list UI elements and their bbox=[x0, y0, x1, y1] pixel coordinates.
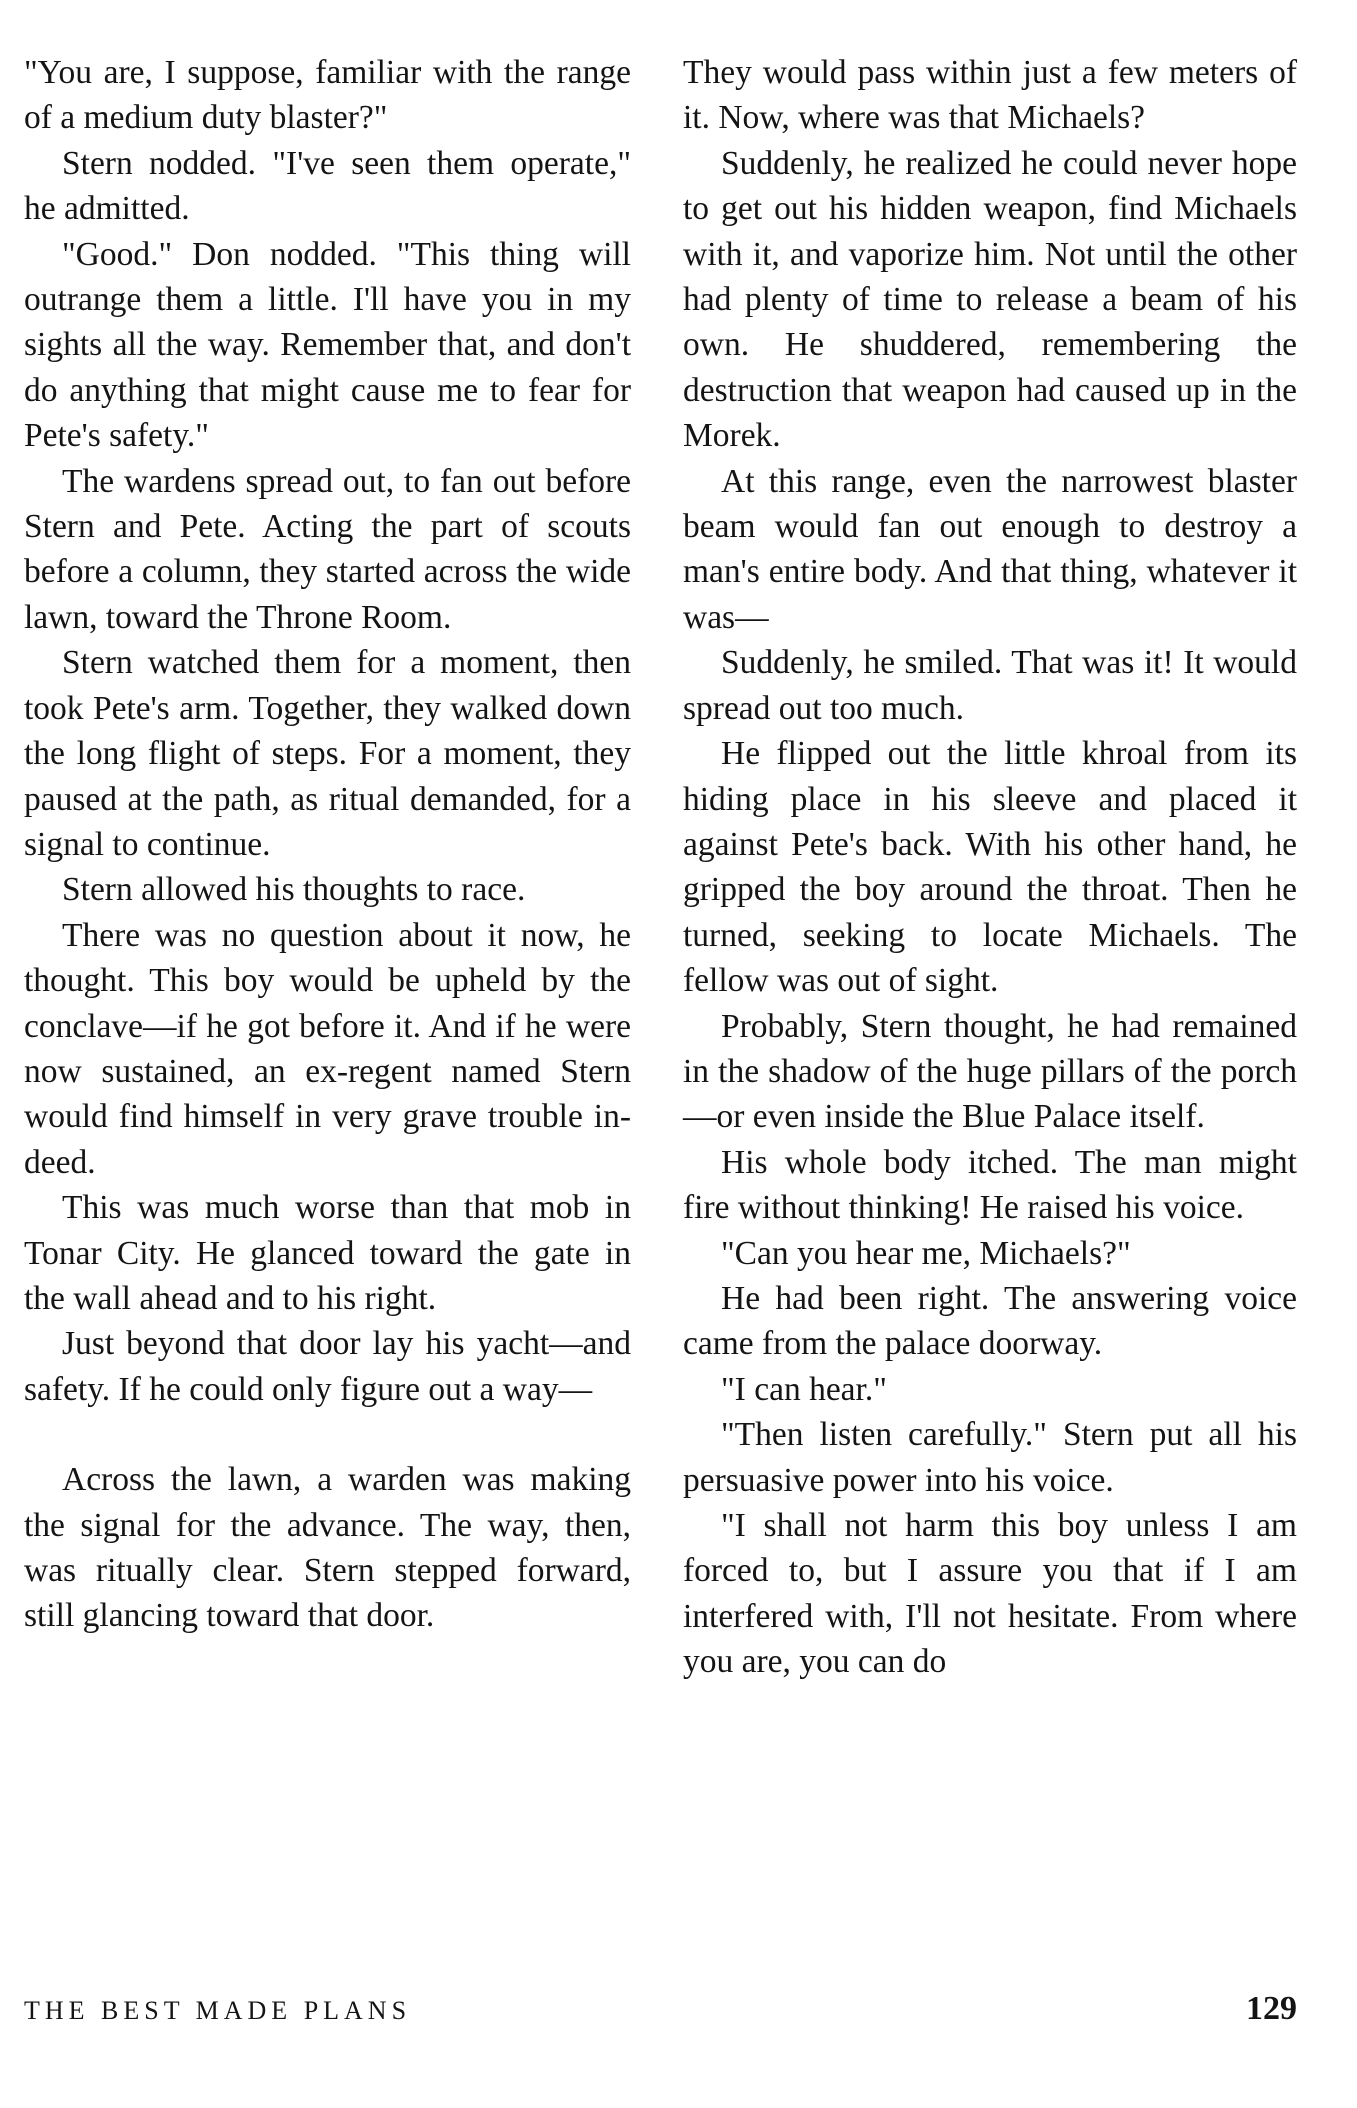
running-title: THE BEST MADE PLANS bbox=[24, 1996, 412, 2025]
paragraph: The wardens spread out, to fan out before Stern and Pete. Acting the part of scouts before a column, they started across the wide lawn, toward the Throne Room. bbox=[24, 462, 631, 636]
paragraph: "Good." Don nodded. "This thing will outrange them a little. I'll have you in my sights all the way. Remember that, and don't do anything that might cause me to fear for Pete's safety." bbox=[24, 235, 631, 455]
paragraph: Across the lawn, a warden was making the signal for the advance. The way, then, was ritually clear. Stern stepped forward, still glancing toward that door. bbox=[24, 1461, 631, 1635]
paragraph: "Can you hear me, Michaels?" bbox=[721, 1234, 1131, 1272]
paragraph: "I shall not harm this boy unless I am forced to, but I assure you that if I am interfered with, I'll not hesitate. From where you are, you can do bbox=[683, 1507, 1297, 1681]
paragraph: Suddenly, he smiled. That was it! It would spread out too much. bbox=[683, 644, 1297, 727]
paragraph: At this range, even the narrowest blaster beam would fan out enough to destroy a man's entire body. And that thing, whatever it was— bbox=[683, 462, 1297, 636]
right-text-column bbox=[683, 50, 1297, 1685]
page-footer bbox=[24, 1990, 1297, 2036]
paragraph: He flipped out the little khroal from its hiding place in his sleeve and placed it against Pete's back. With his other hand, he gripped the boy around the throat. Then he turned, seeking to locate Michaels. The fellow was out of sight. bbox=[683, 735, 1297, 1000]
paragraph: He had been right. The answering voice came from the palace doorway. bbox=[683, 1279, 1297, 1363]
paragraph: "I can hear." bbox=[721, 1370, 887, 1408]
paragraph: Stern nodded. "I've seen them operate," he admitted. bbox=[24, 144, 631, 228]
paragraph: There was no question about it now, he thought. This boy would be upheld by the conclave—if he got before it. And if he were now sustained, an ex-regent named Stern would find himself in very grave trouble indeed. bbox=[24, 916, 631, 1181]
paragraph: "Then listen carefully." Stern put all his persuasive power into his voice. bbox=[683, 1416, 1297, 1499]
paragraph: Stern watched them for a moment, then took Pete's arm. Together, they walked down the long flight of steps. For a moment, they paused at the path, as ritual demanded, for a signal to continue. bbox=[24, 644, 631, 863]
left-text-column bbox=[24, 50, 631, 1639]
paragraph: His whole body itched. The man might fire without thinking! He raised his voice. bbox=[683, 1143, 1297, 1227]
page-number: 129 bbox=[1246, 1990, 1297, 2027]
paragraph: Just beyond that door lay his yacht—and safety. If he could only figure out a way— bbox=[24, 1325, 631, 1408]
paragraph: This was much worse than that mob in Tonar City. He glanced toward the gate in the wall ahead and to his right. bbox=[24, 1189, 631, 1317]
paragraph: Suddenly, he realized he could never hope to get out his hidden weapon, find Michaels with it, and vaporize him. Not until the other had plenty of time to release a beam of his own. He shuddered, remembering the destruction that weapon had caused up in the Morek. bbox=[683, 144, 1297, 455]
paragraph: They would pass within just a few meters of it. Now, where was that Michaels? bbox=[683, 54, 1297, 137]
paragraph: Probably, Stern thought, he had remained in the shadow of the huge pillars of the porch—or even inside the Blue Palace itself. bbox=[683, 1007, 1297, 1136]
paragraph: "You are, I suppose, familiar with the range of a medium duty blaster?" bbox=[24, 54, 631, 137]
paragraph: Stern allowed his thoughts to race. bbox=[62, 871, 526, 909]
